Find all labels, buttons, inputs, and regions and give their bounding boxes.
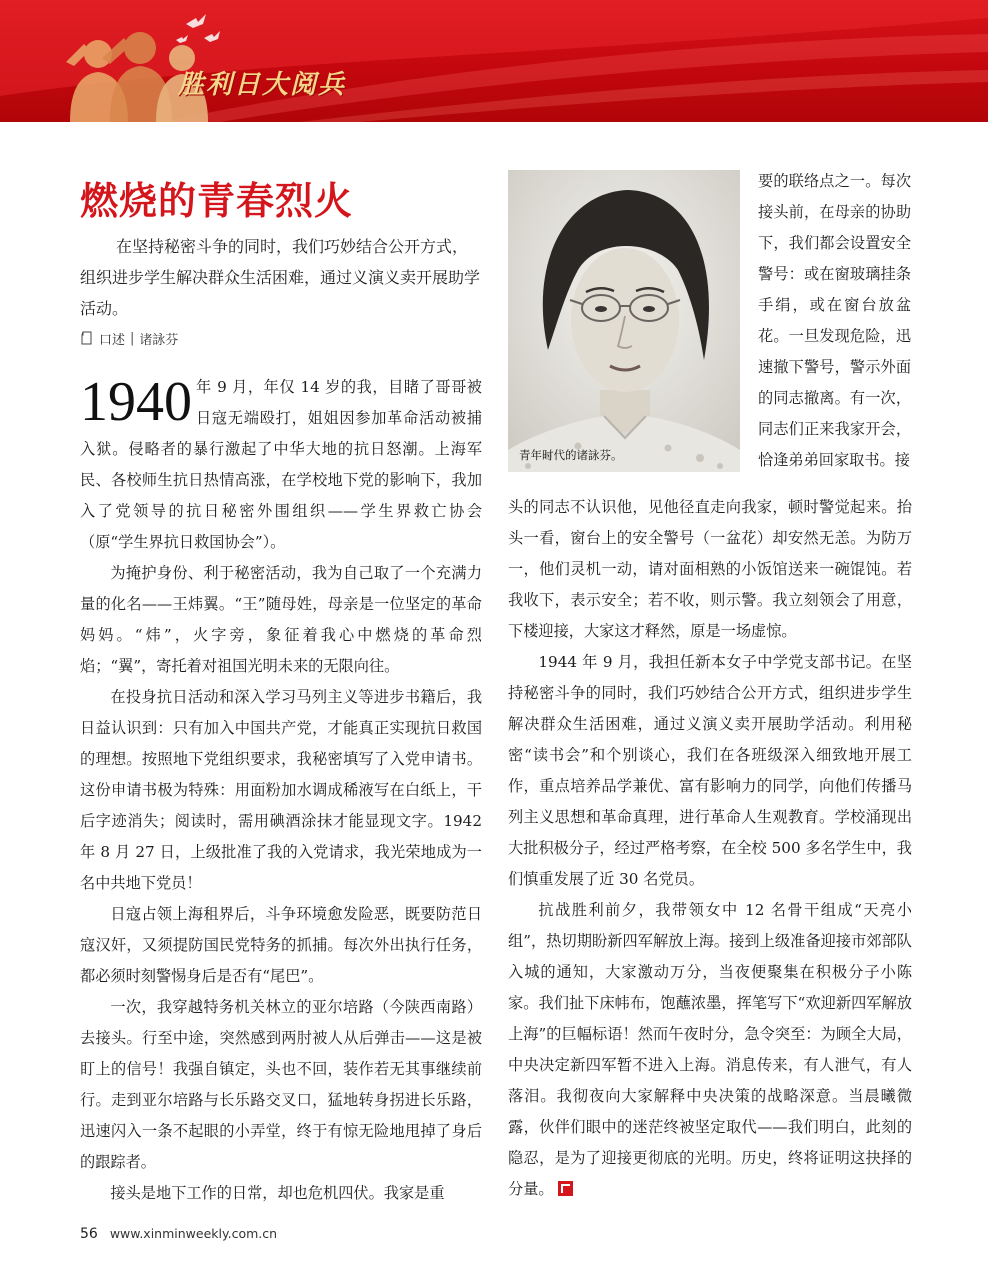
photo-caption: 青年时代的诸詠芬。 bbox=[519, 448, 623, 462]
website-url: www.xinminweekly.com.cn bbox=[109, 1226, 278, 1241]
byline-author: 诸詠芬 bbox=[139, 332, 179, 348]
document-icon bbox=[80, 331, 93, 345]
paragraph-text: 抗战胜利前夕，我带领女中 12 名骨干组成“天亮小组”，热切期盼新四军解放上海。接到上级准备迎接市郊部队入城的通知，大家激动万分，当夜便聚集在积极分子小陈家。我们扯下床帏布，饱蘸浓墨，挥笔写下“欢迎新四军解放上海”的巨幅标语！然而午夜时分，急令突至：为顾全大局，中央决定新四军暂不进入上海。消息传来，有人泄气，有人落泪。我彻夜向大家解释中央决策的战略深意。当晨曦微露，伙伴们眼中的迷茫终被坚定取代——我们明白，此刻的隐忍，是为了迎接更彻底的光明。历史，终将证明这抉择的分量。 bbox=[508, 901, 912, 1198]
paragraph: 日寇占领上海租界后，斗争环境愈发险恶，既要防范日寇汉奸，又须提防国民党特务的抓捕。每次外出执行任务，都必须时刻警惕身后是否有“尾巴”。 bbox=[80, 905, 482, 985]
byline bbox=[80, 328, 380, 348]
paragraph: 1944 年 9 月，我担任新本女子中学党支部书记。在坚持秘密斗争的同时，我们巧妙结合公开方式，组织进步学生解决群众生活困难，通过义演义卖开展助学活动。利用秘密“读书会”和个别谈心，我们在各班级深入细致地开展工作，重点培养品学兼优、富有影响力的同学，向他们传播马列主义思想和革命真理，进行革命人生观教育。学校涌现出大批积极分子，经过严格考察，在全校 500 多名学生中，我们慎重发展了近 30 名党员。 bbox=[508, 653, 912, 888]
section-banner bbox=[0, 0, 988, 122]
paragraph: 年 9 月，年仅 14 岁的我，目睹了哥哥被日寇无端殴打，姐姐因参加革命活动被捕入狱。侵略者的暴行激起了中华大地的抗日怒潮。上海军民、各校师生抗日热情高涨，在学校地下党的影响下，我加入了党领导的抗日秘密外围组织——学生界救亡协会（原“学生界抗日救国协会”）。 bbox=[80, 378, 482, 551]
byline-label: 口述 bbox=[99, 332, 126, 348]
byline-separator: | bbox=[130, 330, 135, 346]
page-footer bbox=[80, 1226, 480, 1246]
dropcap-year: 1940 bbox=[80, 371, 192, 433]
portrait-photo bbox=[508, 170, 740, 472]
right-column-top bbox=[758, 166, 911, 476]
paragraph: 在投身抗日活动和深入学习马列主义等进步书籍后，我日益认识到：只有加入中国共产党，才能真正实现抗日救国的理想。按照地下党组织要求，我秘密填写了入党申请书。这份申请书极为特殊：用面粉加水调成稀液写在白纸上，干后字迹消失；阅读时，需用碘酒涂抹才能显现文字。1942 年 8 月 27 日，上级批准了我的入党请求，我光荣地成为一名中共地下党员！ bbox=[80, 688, 482, 892]
page-number: 56 bbox=[80, 1226, 98, 1242]
section-title: 胜利日大阅兵 bbox=[178, 70, 347, 100]
paragraph: 为掩护身份、利于秘密活动，我为自己取了一个充满力量的化名——王炜翼。“王”随母姓，母亲是一位坚定的革命妈妈。“炜”，火字旁，象征着我心中燃烧的革命烈焰；“翼”，寄托着对祖国光明未来的无限向往。 bbox=[80, 564, 482, 675]
article-title: 燃烧的青春烈火 bbox=[80, 179, 354, 223]
article-lead: 在坚持秘密斗争的同时，我们巧妙结合公开方式，组织进步学生解决群众生活困难，通过义演义卖开展助学活动。 bbox=[80, 237, 481, 318]
paragraph: 头的同志不认识他，见他径直走向我家，顿时警觉起来。抬头一看，窗台上的安全警号（一盆花）却安然无恙。为防万一，他们灵机一动，请对面相熟的小饭馆送来一碗馄饨。若我收下，表示安全；若不收，则示警。我立刻领会了用意，下楼迎接，大家这才释然，原是一场虚惊。 bbox=[508, 498, 912, 640]
right-column bbox=[508, 492, 912, 1205]
paragraph: 要的联络点之一。每次接头前，在母亲的协助下，我们都会设置安全警号：或在窗玻璃挂条手绢，或在窗台放盆花。一旦发现危险，迅速撤下警号，警示外面的同志撤离。有一次，同志们正来我家开会，恰逢弟弟回家取书。接 bbox=[758, 172, 911, 469]
portrait-image bbox=[508, 170, 740, 472]
paragraph: 接头是地下工作的日常，却也危机四伏。我家是重 bbox=[110, 1184, 445, 1202]
left-column bbox=[80, 372, 482, 1209]
end-mark-icon bbox=[558, 1181, 573, 1196]
paragraph: 一次，我穿越特务机关林立的亚尔培路（今陕西南路）去接头。行至中途，突然感到两肘被人从后弹击——这是被盯上的信号！我强自镇定，头也不回，装作若无其事继续前行。走到亚尔培路与长乐路交叉口，猛地转身拐进长乐路，迅速闪入一条不起眼的小弄堂，终于有惊无险地甩掉了身后的跟踪者。 bbox=[80, 998, 482, 1171]
paragraph bbox=[508, 895, 912, 1205]
